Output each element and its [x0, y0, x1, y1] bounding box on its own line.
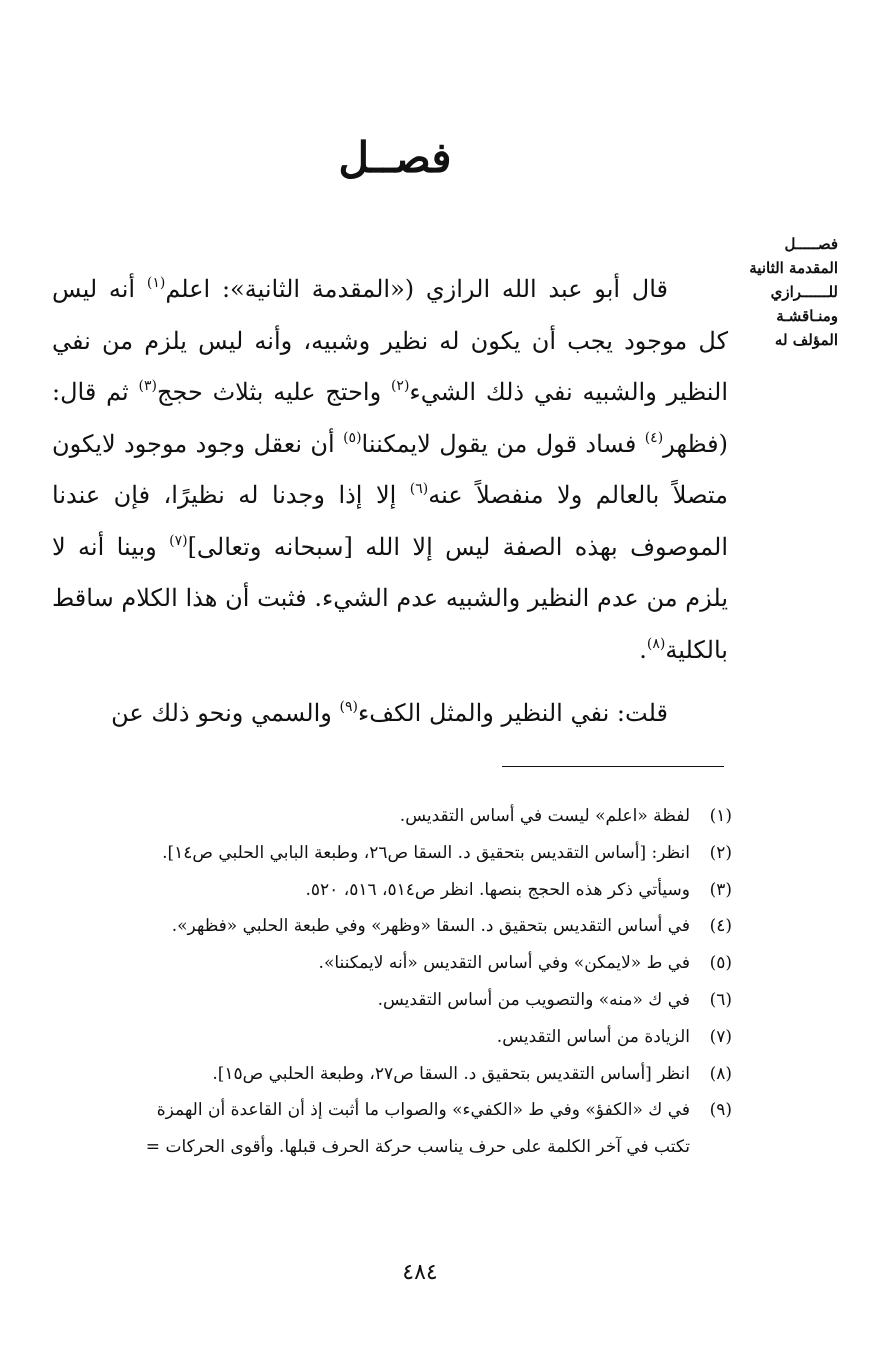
- text-segment: فساد قول من يقول لايمكننا: [361, 429, 645, 458]
- text-segment: والسمي ونحو ذلك عن: [111, 699, 340, 727]
- text-segment: قلت: نفي النظير والمثل الكفء: [357, 699, 668, 727]
- page-number: ٤٨٤: [402, 1260, 438, 1285]
- footnote-ref[interactable]: (٩): [339, 699, 358, 715]
- footnote-item: [48, 908, 732, 945]
- footnote-continuation: تكتب في آخر الكلمة على حرف يناسب حركة الحرف قبلها. وأقوى الحركات =: [145, 1137, 690, 1158]
- footnote-number: (٩): [709, 1100, 732, 1121]
- footnote-ref[interactable]: (٨): [646, 635, 666, 652]
- footnote-divider: [502, 766, 724, 767]
- footnote-text: في ك «منه» والتصويب من أساس التقديس.: [377, 989, 690, 1010]
- footnote-item: [48, 982, 732, 1019]
- footnotes-list: [48, 798, 732, 1166]
- footnote-text: في أساس التقديس بتحقيق د. السقا «وظهر» وفي طبعة الحلبي «فظهر».: [171, 916, 690, 937]
- main-text: [52, 264, 728, 740]
- footnote-text: وسيأتي ذكر هذه الحجج بنصها. انظر ص٥١٤، ٥١٦، ٥٢٠.: [305, 879, 690, 900]
- page-title: فصــل: [338, 133, 452, 182]
- footnote-text: لفظة «اعلم» ليست في أساس التقديس.: [399, 806, 690, 826]
- paragraph-author-reply: [52, 688, 728, 740]
- text-segment: ثم قال: (فظهر: [52, 378, 728, 458]
- margin-note-line: المؤلف له: [774, 331, 838, 349]
- footnote-text: في ك «الكفؤ» وفي ط «الكفيء» والصواب ما أثبت إذ أن القاعدة أن الهمزة: [156, 1100, 690, 1121]
- margin-note: [740, 232, 838, 352]
- text-segment: واحتج عليه بثلاث حجج: [156, 378, 391, 406]
- footnote-ref[interactable]: (٤): [644, 429, 664, 446]
- text-segment: .: [639, 635, 647, 664]
- footnote-item: [48, 1056, 732, 1093]
- footnote-number: (٨): [709, 1063, 732, 1084]
- footnote-item: [48, 1092, 732, 1129]
- footnote-number: (٧): [709, 1026, 732, 1047]
- footnote-ref[interactable]: (٧): [169, 532, 188, 549]
- footnote-item: [48, 798, 732, 835]
- footnote-item: [48, 1019, 732, 1056]
- footnote-ref[interactable]: (٦): [409, 481, 429, 497]
- footnote-text: في ط «لايمكن» وفي أساس التقديس «أنه لايمكننا».: [318, 953, 690, 974]
- margin-note-line: فصـــــل: [784, 235, 838, 253]
- footnote-item: [48, 835, 732, 872]
- footnote-text: انظر [أساس التقديس بتحقيق د. السقا ص٢٧، وطبعة الحلبي ص١٥].: [212, 1063, 690, 1084]
- margin-note-line: للــــــرازي: [770, 283, 838, 301]
- footnote-ref[interactable]: (١): [146, 275, 166, 291]
- footnote-ref[interactable]: (٣): [138, 378, 157, 394]
- footnote-item: [48, 872, 732, 909]
- text-segment: أنه ليس كل موجود يجب أن يكون له نظير وشبيه، وأنه ليس يلزم من نفي النظير والشبيه نفي ذلك الشيء: [52, 275, 728, 406]
- margin-note-line: ومنـاقشـة: [776, 307, 838, 325]
- footnote-number: (٣): [709, 879, 732, 900]
- paragraph-razi-quote: [52, 264, 728, 676]
- text-segment: أن نعقل وجود موجود لايكون متصلاً بالعالم ولا منفصلاً عنه: [52, 429, 728, 509]
- footnote-item: [48, 945, 732, 982]
- footnote-number: (٥): [709, 953, 732, 974]
- text-segment: إلا إذا وجدنا له نظيرًا، فإن عندنا الموصوف بهذه الصفة ليس إلا الله [سبحانه وتعالى]: [52, 481, 729, 561]
- margin-note-line: المقدمة الثانية: [749, 259, 838, 277]
- footnote-ref[interactable]: (٥): [343, 429, 362, 446]
- footnote-number: (١): [709, 806, 732, 826]
- text-segment: قال أبو عبد الله الرازي («المقدمة الثانية»: اعلم: [165, 275, 669, 303]
- footnote-number: (٦): [709, 989, 732, 1010]
- text-segment: وبينا أنه لا يلزم من عدم النظير والشبيه عدم الشيء. فثبت أن هذا الكلام ساقط بالكلية: [52, 532, 728, 664]
- footnote-number: (٢): [709, 842, 732, 863]
- footnote-ref[interactable]: (٢): [390, 378, 410, 394]
- footnote-text: انظر: [أساس التقديس بتحقيق د. السقا ص٢٦، وطبعة البابي الحلبي ص١٤].: [162, 842, 690, 863]
- footnote-text: الزيادة من أساس التقديس.: [496, 1026, 690, 1047]
- footnote-number: (٤): [709, 916, 732, 937]
